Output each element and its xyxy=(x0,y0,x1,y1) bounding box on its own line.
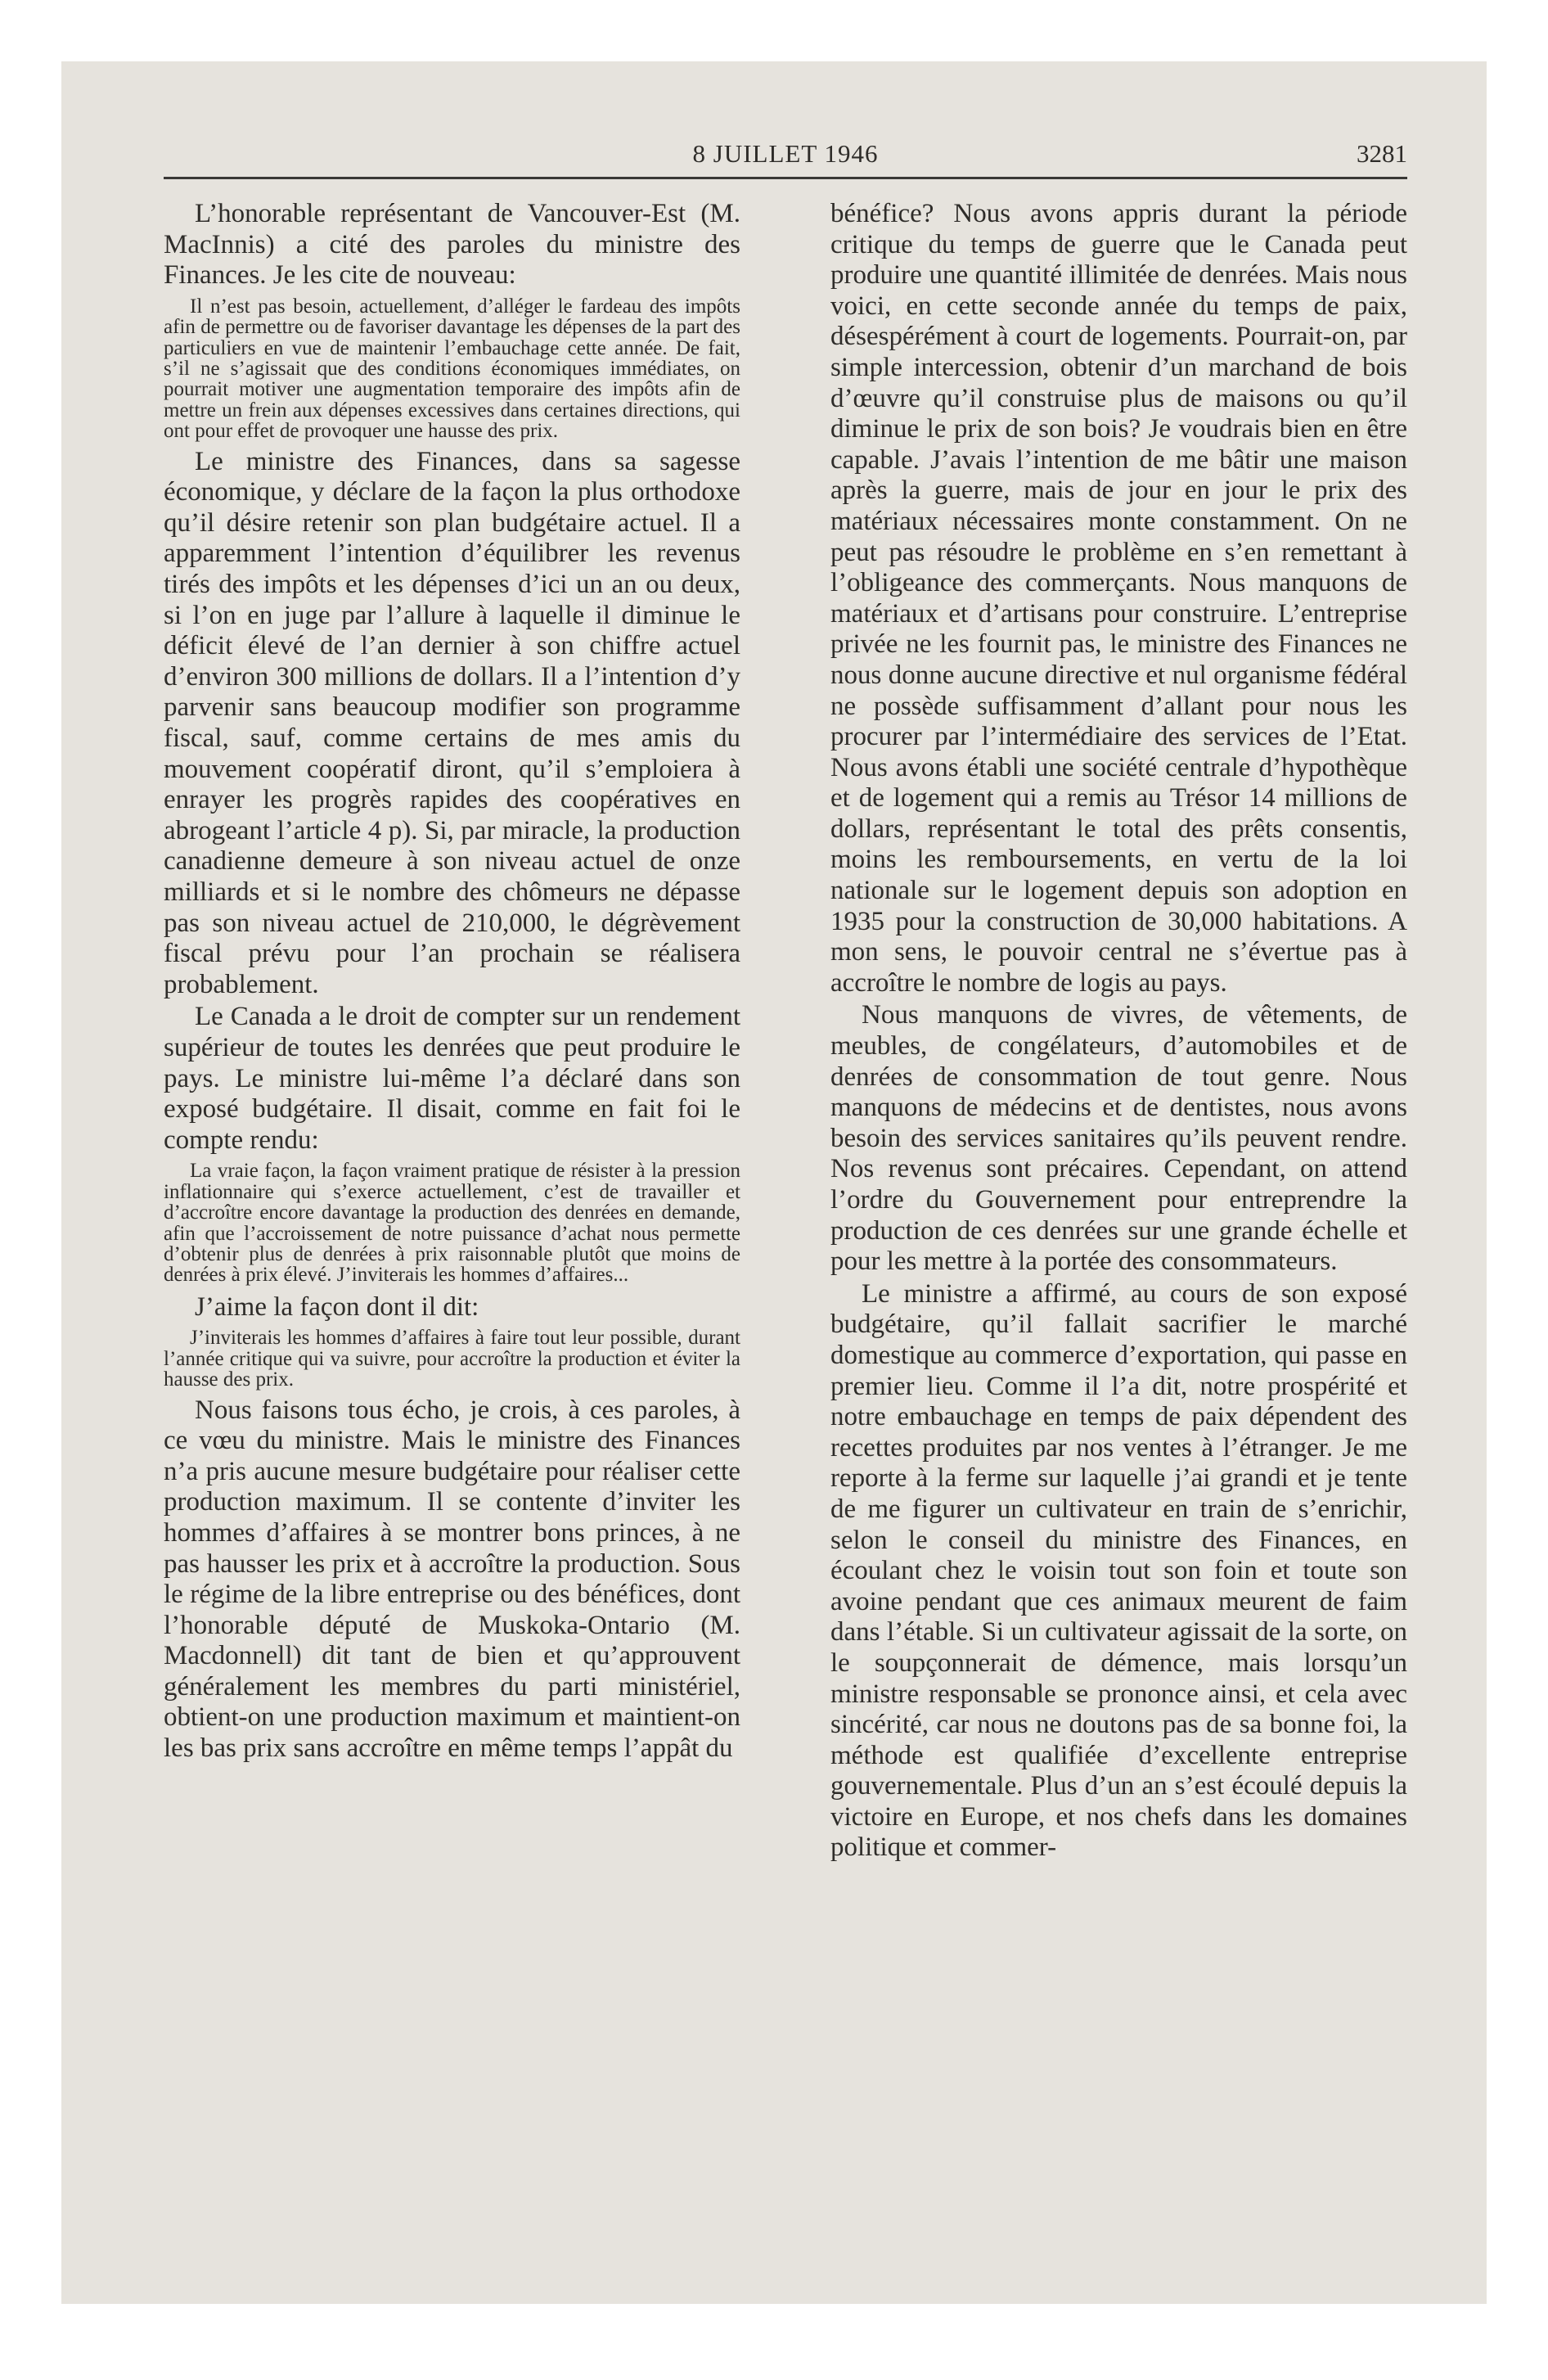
paragraph: Le ministre des Finances, dans sa sagesse économique, y déclare de la façon la plus orthodoxe qu’il désire retenir son plan budgétaire actuel. Il a apparemment l’intention d’équilibrer les revenus tirés des impôts et les dépenses d’ici un an ou deux, si l’on en juge par l’allure à laquelle il diminue le déficit élevé de l’an dernier à son chiffre actuel d’environ 300 millions de dollars. Il a l’intention d’y parvenir sans beaucoup modifier son programme fiscal, sauf, comme certains de mes amis du mouvement coopératif diront, qu’il s’emploiera à enrayer les progrès rapides des coopératives en abrogeant l’article 4 p). Si, par miracle, la production canadienne demeure à son niveau actuel de onze milliards et si le nombre des chômeurs ne dépasse pas son niveau actuel de 210,000, le dégrèvement fiscal prévu pour l’an prochain se réalisera probablement. xyxy=(164,446,740,999)
block-quote xyxy=(164,1161,740,1285)
quote-text: La vraie façon, la façon vraiment pratique de résister à la pression inflationnaire qui s’exerce actuellement, c’est de travailler et d’accroître encore davantage la production des denrées en demande, afin que l’accroissement de notre puissance d’achat nous permette d’obtenir plus de denrées à prix raisonnable plutôt que moins de denrées à prix élevé. J’inviterais les hommes d’affaires... xyxy=(164,1160,740,1287)
paragraph: L’honorable représentant de Vancouver-Est (M. MacInnis) a cité des paroles du ministre des Finances. Je les cite de nouveau: xyxy=(164,199,740,291)
paragraph: Nous manquons de vivres, de vêtements, de meubles, de congélateurs, d’automobiles et de denrées de consommation de tout genre. Nous manquons de médecins et de dentistes, nous avons besoin des services sanitaires qu’ils peuvent rendre. Nos revenus sont précaires. Cependant, on attend l’ordre du Gouvernement pour entreprendre la production de ces denrées sur une grande échelle et pour les mettre à la portée des consommateurs. xyxy=(830,1000,1407,1277)
quote-text: Il n’est pas besoin, actuellement, d’alléger le fardeau des impôts afin de permettre ou de favoriser davantage les dépenses de la part des particuliers en vue de maintenir l’embauchage cette année. De fait, s’il ne s’agissait que des conditions économiques immédiates, on pourrait motiver une augmentation temporaire des impôts afin de mettre un frein aux dépenses excessives dans certaines directions, qui ont pour effet de provoquer une hausse des prix. xyxy=(164,295,740,443)
block-quote xyxy=(164,1327,740,1390)
page-header xyxy=(164,129,1407,179)
paragraph: Le ministre a affirmé, au cours de son exposé budgétaire, qu’il fallait sacrifier le marché domestique au commerce d’exportation, qui passe en premier lieu. Comme il l’a dit, notre prospérité et notre embauchage en temps de paix dépendent des recettes produites par nos ventes à l’étranger. Je me reporte à la ferme sur laquelle j’ai grandi et je tente de me figurer un cultivateur en train de s’enrichir, selon le conseil du ministre des Finances, en écoulant chez le voisin tout son foin et toute son avoine pendant que ces animaux meurent de faim dans l’étable. Si un cultivateur agissait de la sorte, on le soupçonnerait de démence, mais lorsqu’un ministre responsable se prononce ainsi, et cela avec sincérité, car nous ne doutons pas de sa bonne foi, la méthode est qualifiée d’excellente entreprise gouvernementale. Plus d’un an s’est écoulé depuis la victoire en Europe, et nos chefs dans les domaines politique et commer- xyxy=(830,1278,1407,1863)
left-column xyxy=(164,199,740,1864)
paragraph: Nous faisons tous écho, je crois, à ces paroles, à ce vœu du ministre. Mais le ministre des Finances n’a pris aucune mesure budgétaire pour réaliser cette production maximum. Il se contente d’inviter les hommes d’affaires à se montrer bons princes, à ne pas hausser les prix et à accroître la production. Sous le régime de la libre entreprise ou des bénéfices, dont l’honorable député de Muskoka-Ontario (M. Macdonnell) dit tant de bien et qu’approuvent généralement les membres du parti ministériel, obtient-on une production maximum et maintient-on les bas prix sans accroître en même temps l’appât du xyxy=(164,1395,740,1764)
block-quote xyxy=(164,296,740,442)
paragraph: bénéfice? Nous avons appris durant la période critique du temps de guerre que le Canada peut produire une quantité illimitée de denrées. Mais nous voici, en cette seconde année du temps de paix, désespérément à court de logements. Pourrait-on, par simple intercession, obtenir d’un marchand de bois d’œuvre qu’il construise plus de maisons ou qu’il diminue le prix de son bois? Je voudrais bien en être capable. J’avais l’intention de me bâtir une maison après la guerre, mais de jour en jour le prix des matériaux nécessaires monte constamment. On ne peut pas résoudre le problème en s’en remettant à l’obligeance des commerçants. Nous manquons de matériaux et d’artisans pour construire. L’entreprise privée ne les fournit pas, le ministre des Finances ne nous donne aucune directive et nul organisme fédéral ne possède suffisamment d’allant pour nous les procurer par l’intermédiaire des services de l’Etat. Nous avons établi une société centrale d’hypothèque et de logement qui a remis au Trésor 14 millions de dollars, représentant le total des prêts consentis, moins les remboursements, en vertu de la loi nationale sur le logement depuis son adoption en 1935 pour la construction de 30,000 habitations. A mon sens, le pouvoir central ne s’évertue pas à accroître le nombre de logis au pays. xyxy=(830,199,1407,998)
right-column xyxy=(830,199,1407,1864)
paragraph: J’aime la façon dont il dit: xyxy=(195,1291,479,1322)
quote-text: J’inviterais les hommes d’affaires à faire tout leur possible, durant l’année critique qui va suivre, pour accroître la production et éviter la hausse des prix. xyxy=(164,1327,740,1391)
paragraph: Le Canada a le droit de compter sur un rendement supérieur de toutes les denrées que peut produire le pays. Le ministre lui-même l’a déclaré dans son exposé budgétaire. Il disait, comme en fait foi le compte rendu: xyxy=(164,1002,740,1155)
document-page xyxy=(164,129,1407,1864)
header-date: 8 JUILLET 1946 xyxy=(692,139,879,168)
page-number: 3281 xyxy=(1357,139,1407,168)
text-columns xyxy=(164,199,1407,1864)
